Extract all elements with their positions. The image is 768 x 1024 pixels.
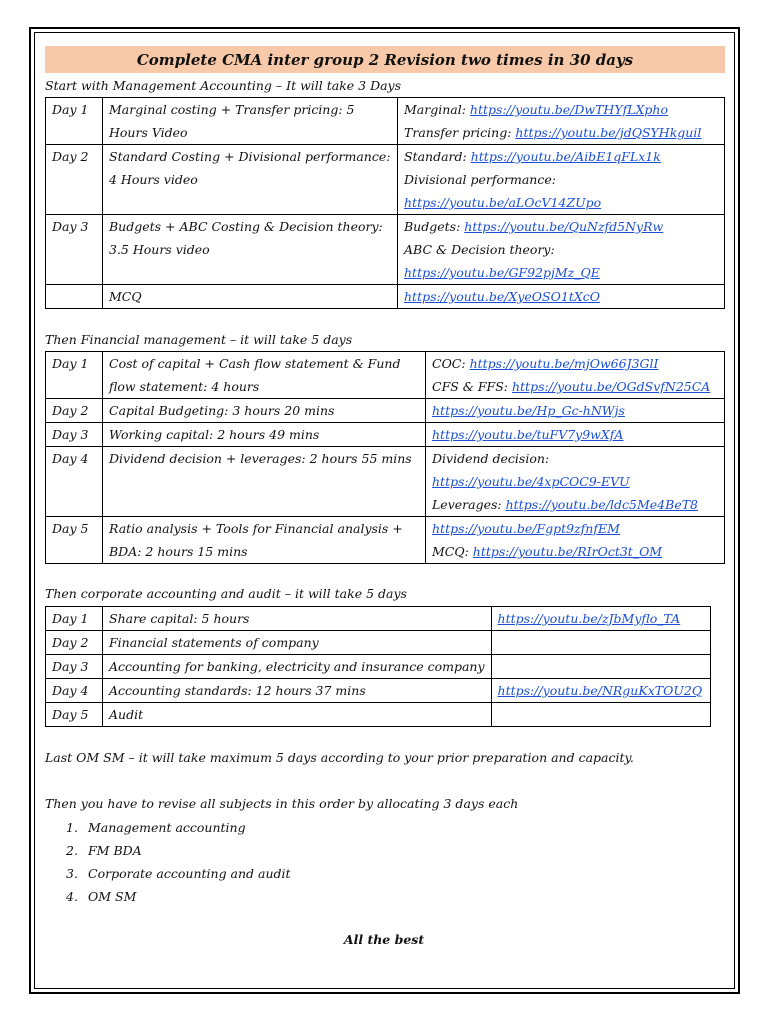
topic-cell: Accounting for banking, electricity and insurance company: [103, 655, 492, 679]
video-link[interactable]: https://youtu.be/XyeOSO1tXcO: [404, 289, 600, 304]
topic-cell: [103, 423, 426, 447]
link-line: [432, 399, 718, 422]
table-row: [46, 145, 725, 215]
video-link[interactable]: https://youtu.be/Fgpt9zfnfEM: [432, 521, 620, 536]
topic-line: flow statement: 4 hours: [109, 379, 260, 394]
day-cell: Day 1: [46, 352, 103, 399]
link-label: Transfer pricing:: [404, 125, 516, 140]
video-link[interactable]: https://youtu.be/NRguKxTOU2Q: [497, 683, 703, 698]
section3-intro: Then corporate accounting and audit – it will take 5 days: [45, 586, 407, 601]
link-label: Standard:: [404, 149, 471, 164]
list-item: 3. Corporate accounting and audit: [66, 866, 291, 881]
link-label: Budgets:: [404, 219, 465, 234]
topic-line: Ratio analysis + Tools for Financial analysis +: [109, 521, 403, 536]
topic-cell: [103, 352, 426, 399]
table-row: [46, 703, 711, 727]
link-line: [404, 261, 718, 284]
video-link[interactable]: https://youtu.be/zJbMyflo_TA: [497, 611, 681, 626]
topic-cell: [103, 517, 426, 564]
topic-line: MCQ: [109, 289, 142, 304]
table-row: [46, 631, 711, 655]
video-link[interactable]: https://youtu.be/mjOw66J3GlI: [469, 356, 659, 371]
video-link[interactable]: https://youtu.be/DwTHYfLXpho: [469, 102, 668, 117]
link-label: Dividend decision:: [432, 451, 550, 466]
table-row: [46, 285, 725, 309]
link-cell: [491, 679, 710, 703]
revision-instruction: Then you have to revise all subjects in this order by allocating 3 days each: [45, 796, 519, 811]
link-line: [404, 238, 718, 261]
link-cell: [491, 631, 710, 655]
list-item: 2. FM BDA: [66, 843, 142, 858]
link-label: Divisional performance:: [404, 172, 556, 187]
day-cell: Day 2: [46, 631, 103, 655]
financial-management-table: [45, 351, 725, 564]
link-line: [404, 191, 718, 214]
video-link[interactable]: https://youtu.be/QuNzfd5NyRw: [464, 219, 664, 234]
table-row: [46, 423, 725, 447]
management-accounting-table: [45, 97, 725, 309]
table-row: [46, 447, 725, 517]
link-label: ABC & Decision theory:: [404, 242, 555, 257]
day-cell: Day 3: [46, 655, 103, 679]
last-subject-line: Last OM SM – it will take maximum 5 days according to your prior preparation and capacity.: [45, 750, 634, 765]
topic-line: Dividend decision + leverages: 2 hours 55 mins: [109, 451, 412, 466]
table-row: [46, 215, 725, 285]
link-line: [404, 215, 718, 238]
link-line: [432, 470, 718, 493]
links-cell: [426, 447, 725, 517]
links-cell: [398, 285, 725, 309]
topic-cell: [103, 285, 398, 309]
day-cell: Day 1: [46, 607, 103, 631]
day-cell: Day 3: [46, 423, 103, 447]
link-line: [432, 493, 718, 516]
video-link[interactable]: https://youtu.be/OGdSvfN25CA: [511, 379, 711, 394]
day-cell: Day 1: [46, 98, 103, 145]
video-link[interactable]: https://youtu.be/RIrOct3t_OM: [472, 544, 663, 559]
link-label: Leverages:: [432, 497, 506, 512]
topic-cell: [103, 215, 398, 285]
link-line: [432, 352, 718, 375]
topic-cell: Financial statements of company: [103, 631, 492, 655]
topic-cell: [103, 447, 426, 517]
topic-line: Capital Budgeting: 3 hours 20 mins: [109, 403, 335, 418]
topic-cell: Share capital: 5 hours: [103, 607, 492, 631]
section1-intro: Start with Management Accounting – It will take 3 Days: [45, 78, 402, 93]
link-line: [432, 517, 718, 540]
video-link[interactable]: https://youtu.be/GF92pjMz_QE: [404, 265, 600, 280]
links-cell: [398, 215, 725, 285]
link-label: Marginal:: [404, 102, 470, 117]
link-cell: [491, 703, 710, 727]
day-cell: Day 5: [46, 517, 103, 564]
video-link[interactable]: https://youtu.be/ldc5Me4BeT8: [505, 497, 699, 512]
table-row: [46, 655, 711, 679]
link-line: [432, 423, 718, 446]
day-cell: Day 2: [46, 145, 103, 215]
topic-cell: [103, 399, 426, 423]
page-title: Complete CMA inter group 2 Revision two times in 30 days: [45, 46, 725, 73]
topic-line: 4 Hours video: [109, 172, 198, 187]
link-line: [404, 145, 718, 168]
video-link[interactable]: https://youtu.be/Hp_Gc-hNWjs: [432, 403, 625, 418]
topic-cell: [103, 145, 398, 215]
link-cell: [491, 607, 710, 631]
topic-cell: Audit: [103, 703, 492, 727]
links-cell: [398, 145, 725, 215]
list-item: 4. OM SM: [66, 889, 137, 904]
day-cell: Day 2: [46, 399, 103, 423]
topic-line: 3.5 Hours video: [109, 242, 210, 257]
table-row: [46, 517, 725, 564]
table-row: [46, 679, 711, 703]
link-line: [404, 121, 718, 144]
video-link[interactable]: https://youtu.be/4xpCOC9-EVU: [432, 474, 630, 489]
table-row: [46, 98, 725, 145]
link-line: [404, 98, 718, 121]
links-cell: [426, 517, 725, 564]
day-cell: Day 4: [46, 447, 103, 517]
topic-line: Budgets + ABC Costing & Decision theory:: [109, 219, 383, 234]
link-line: [432, 375, 718, 398]
table-row: [46, 352, 725, 399]
video-link[interactable]: https://youtu.be/aLOcV14ZUpo: [404, 195, 602, 210]
link-line: [432, 447, 718, 470]
day-cell: Day 4: [46, 679, 103, 703]
link-label: CFS & FFS:: [432, 379, 512, 394]
topic-line: BDA: 2 hours 15 mins: [109, 544, 248, 559]
link-line: [404, 168, 718, 191]
topic-line: Cost of capital + Cash flow statement & Fund: [109, 356, 401, 371]
links-cell: [426, 352, 725, 399]
table-row: [46, 399, 725, 423]
topic-cell: [103, 98, 398, 145]
links-cell: [426, 399, 725, 423]
link-label: MCQ:: [432, 544, 473, 559]
topic-line: Marginal costing + Transfer pricing: 5: [109, 102, 355, 117]
link-line: [432, 540, 718, 563]
table-row: [46, 607, 711, 631]
list-item: 1. Management accounting: [66, 820, 246, 835]
section2-intro: Then Financial management – it will take 5 days: [45, 332, 353, 347]
day-cell: Day 3: [46, 215, 103, 285]
video-link[interactable]: https://youtu.be/jdQSYHkguil: [515, 125, 702, 140]
corporate-accounting-table: [45, 606, 711, 727]
topic-line: Hours Video: [109, 125, 188, 140]
closing-note: All the best: [343, 932, 425, 947]
topic-line: Standard Costing + Divisional performance:: [109, 149, 391, 164]
video-link[interactable]: https://youtu.be/tuFV7y9wXfA: [432, 427, 624, 442]
day-cell: Day 5: [46, 703, 103, 727]
topic-line: Working capital: 2 hours 49 mins: [109, 427, 320, 442]
links-cell: [426, 423, 725, 447]
link-line: [404, 285, 718, 308]
day-cell: [46, 285, 103, 309]
links-cell: [398, 98, 725, 145]
topic-cell: Accounting standards: 12 hours 37 mins: [103, 679, 492, 703]
link-label: COC:: [432, 356, 470, 371]
revision-order-list: [66, 816, 291, 908]
video-link[interactable]: https://youtu.be/AibE1qFLx1k: [470, 149, 661, 164]
link-cell: [491, 655, 710, 679]
